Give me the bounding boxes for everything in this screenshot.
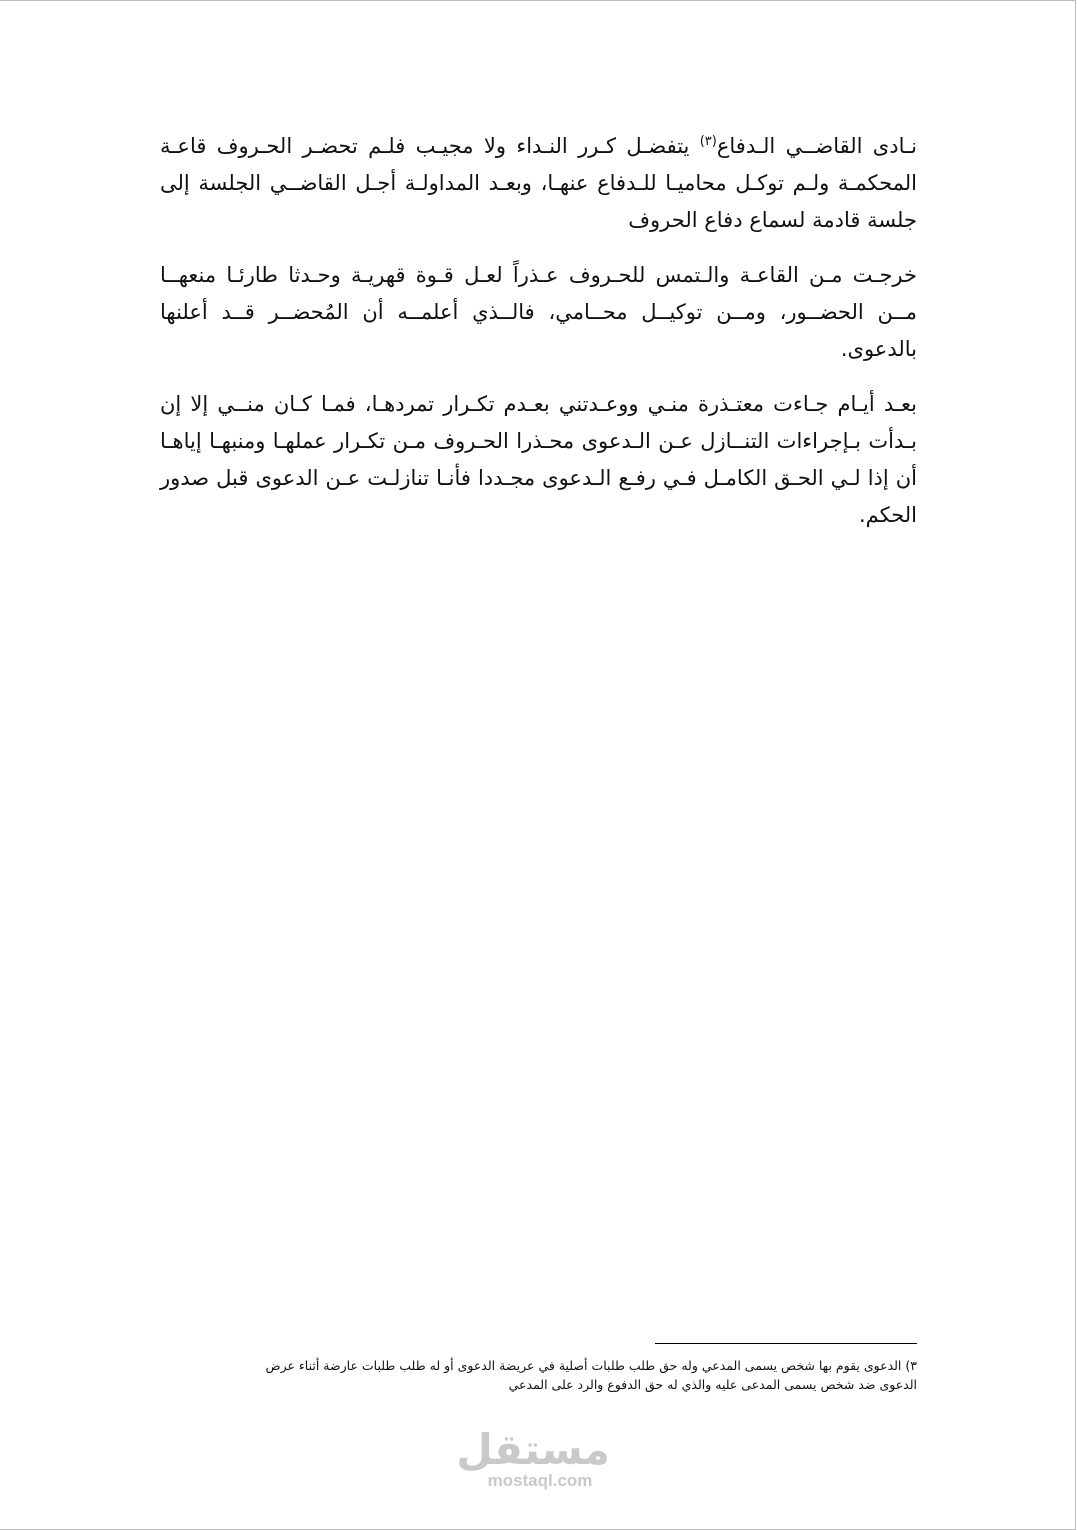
footnote-reference[interactable]: (٣)	[699, 134, 717, 149]
paragraph-1	[160, 128, 917, 239]
paragraph-1-start: نـادى القاضــي الـدفاع	[716, 134, 917, 158]
paragraph-3: بعـد أيـام جـاءت معتـذرة منـي ووعـدتني بعـدم تكـرار تمردهـا، فمـا كـان منــي إلا إن بـدأت بـإجراءات التنــازل عـن الـدعوى محـذرا الحـروف مـن تكـرار عملهـا ومنبهـا إياهـا أن إذا لـي الحـق الكامـل فـي رفـع الـدعوى مجـددا فأنـا تنازلـت عـن الدعوى قبل صدور الحكم.	[160, 392, 917, 527]
footnote-text-1: الدعوى يقوم بها شخص يسمى المدعي وله حق طلب طلبات أصلية في عريضة الدعوى أو له طلب طلبات عارضة أثناء عرض	[265, 1358, 906, 1373]
paragraph-2: خرجـت مـن القاعـة والـتمس للحـروف عـذراً لعـل قـوة قهريـة وحـدثا طارئـا منعهــا مــن الحضــور، ومــن توكيــل محــامي، فالــذي أعلمــه أن المُحضــر قــد أعلنها بالدعوى.	[160, 263, 917, 361]
watermark-arabic: مستقل	[456, 1425, 610, 1474]
mostaql-watermark-logo	[456, 1425, 610, 1490]
footnote-line-1	[170, 1356, 917, 1375]
body-text	[160, 128, 917, 552]
footnote-separator	[655, 1343, 917, 1344]
paragraph-1-rest: يتفضـل كـرر النـداء ولا مجيـب فلـم تحضـر الحـروف قاعـة المحكمـة ولـم توكـل محاميـا للـدفاع عنهـا، وبعـد المداولـة أجـل القاضــي الجلسة إلى جلسة قادمة لسماع دفاع الحروف	[160, 134, 917, 232]
watermark-latin: mostaql.com	[487, 1471, 593, 1490]
footnote	[170, 1356, 917, 1394]
footnote-marker: ٣)	[905, 1358, 917, 1373]
footnote-line-2: الدعوى ضد شخص يسمى المدعى عليه والذي له حق الدفوع والرد على المدعي	[508, 1377, 917, 1392]
